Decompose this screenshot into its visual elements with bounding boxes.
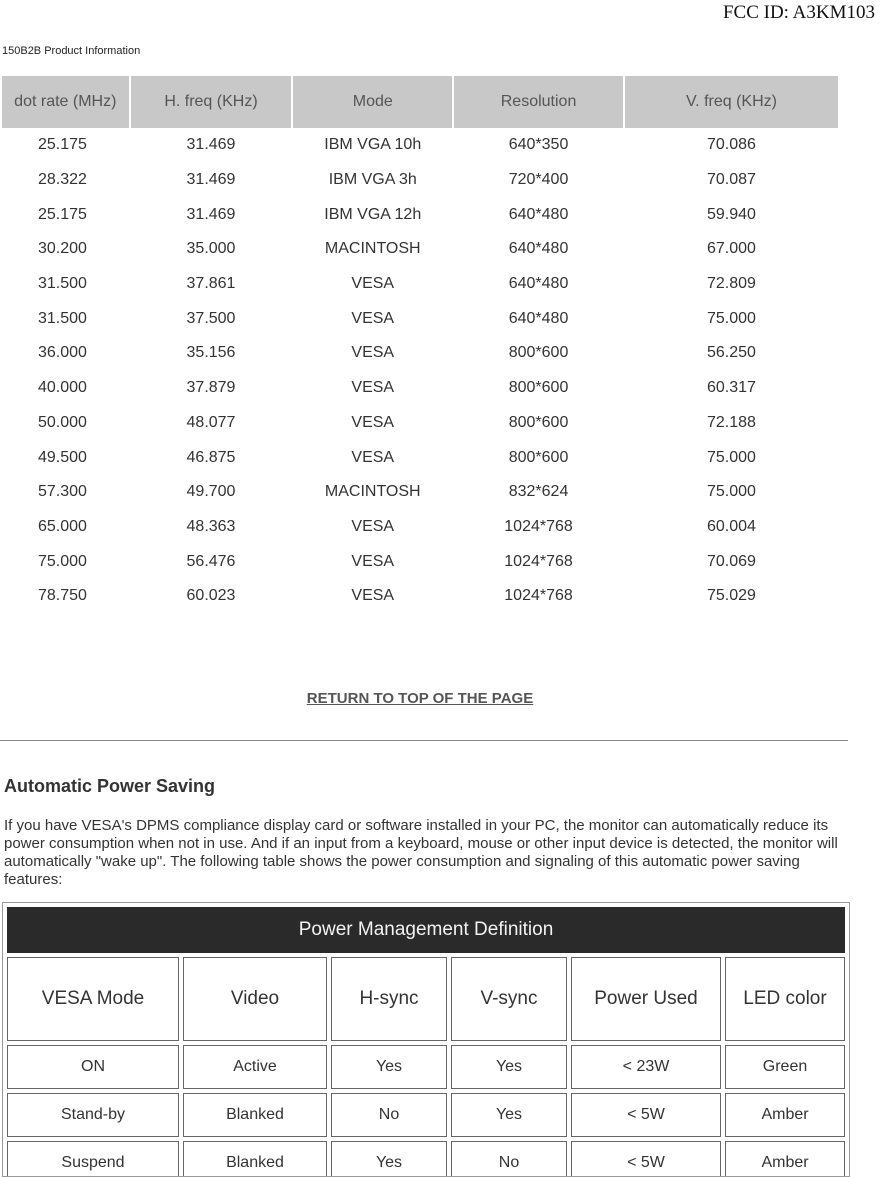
timing-cell: MACINTOSH: [324, 483, 421, 501]
return-to-top-link[interactable]: RETURN TO TOP OF THE PAGE: [306, 690, 534, 707]
power-cell: Yes: [451, 1093, 567, 1137]
power-management-table: [3, 903, 849, 1177]
timing-cell: 40.000: [38, 379, 87, 397]
timing-cell: 70.069: [707, 552, 756, 570]
power-cell: Active: [183, 1045, 327, 1089]
power-cell: Stand-by: [7, 1093, 179, 1137]
timing-cell: 37.500: [186, 309, 236, 327]
timing-cell: 35.156: [186, 344, 236, 362]
timing-row: [2, 371, 838, 406]
power-row-standby: [7, 1093, 845, 1137]
timing-cell: 832*624: [508, 483, 569, 501]
power-header-row: [7, 957, 845, 1041]
power-col-h-sync: H-sync: [331, 957, 447, 1041]
power-cell: Green: [725, 1045, 845, 1089]
timing-cell: 35.000: [186, 240, 236, 258]
timing-cell: 72.188: [707, 413, 756, 431]
timing-row: [2, 163, 838, 198]
timing-cell: 60.317: [707, 379, 756, 397]
power-cell: Yes: [451, 1045, 567, 1089]
timing-cell: VESA: [351, 309, 395, 327]
power-saving-description: If you have VESA's DPMS compliance display card or software installed in your PC, the monitor can automatically reduce its power consumption when not in use. And if an input from a keyboard, mouse or other input device is detected, the monitor will automatically "wake up". The following table shows the power consumption and signaling of this automatic power saving features:: [4, 817, 838, 888]
timing-row: [2, 440, 838, 475]
timing-cell: 1024*768: [504, 587, 573, 605]
timing-cell: 37.861: [186, 275, 236, 293]
power-cell: < 5W: [571, 1093, 721, 1137]
timing-cell: 78.750: [38, 587, 87, 605]
timing-cell: 48.363: [186, 517, 236, 535]
timing-cell: 60.004: [707, 517, 756, 535]
power-cell: Amber: [725, 1093, 845, 1137]
timing-cell: 30.200: [38, 240, 87, 258]
power-cell: Yes: [331, 1045, 447, 1089]
power-management-table-frame: [2, 902, 850, 1177]
timing-cell: 75.000: [38, 552, 87, 570]
timing-cell: 48.077: [186, 413, 236, 431]
power-cell: < 5W: [571, 1141, 721, 1177]
timing-cell: VESA: [351, 552, 395, 570]
section-divider: [0, 740, 848, 741]
timing-row: [2, 579, 838, 614]
power-col-power-used: Power Used: [571, 957, 721, 1041]
section-title: Automatic Power Saving: [4, 776, 216, 796]
timing-cell: 1024*768: [504, 552, 573, 570]
timing-cell: 31.469: [186, 205, 236, 223]
timing-cell: VESA: [351, 379, 395, 397]
timing-cell: 800*600: [508, 344, 569, 362]
timing-cell: VESA: [351, 448, 395, 466]
timing-table: [0, 76, 840, 614]
col-header-mode: Mode: [293, 76, 452, 128]
power-cell: No: [451, 1141, 567, 1177]
timing-cell: VESA: [351, 517, 395, 535]
col-header-v-freq: V. freq (KHz): [625, 76, 838, 128]
fcc-id: FCC ID: A3KM103: [722, 2, 875, 23]
timing-header-row: [2, 76, 838, 128]
power-cell: No: [331, 1093, 447, 1137]
power-col-video: Video: [183, 957, 327, 1041]
timing-cell: 60.023: [186, 587, 236, 605]
timing-cell: 75.000: [707, 309, 756, 327]
timing-cell: 46.875: [186, 448, 236, 466]
timing-cell: 57.300: [38, 483, 87, 501]
power-cell: ON: [7, 1045, 179, 1089]
timing-row: [2, 301, 838, 336]
timing-cell: 56.250: [707, 344, 756, 362]
timing-cell: VESA: [351, 413, 395, 431]
power-row-on: [7, 1045, 845, 1089]
timing-cell: 70.087: [707, 171, 756, 189]
timing-cell: 49.500: [38, 448, 87, 466]
timing-cell: MACINTOSH: [324, 240, 421, 258]
timing-cell: 640*480: [508, 240, 569, 258]
power-cell: Amber: [725, 1141, 845, 1177]
col-header-dot-rate: dot rate (MHz): [2, 76, 129, 128]
timing-row: [2, 128, 838, 163]
power-cell: Blanked: [183, 1141, 327, 1177]
timing-cell: 31.500: [38, 309, 87, 327]
power-table-title: Power Management Definition: [7, 907, 845, 953]
timing-cell: 36.000: [38, 344, 87, 362]
timing-cell: 640*480: [508, 205, 569, 223]
timing-cell: 31.469: [186, 136, 236, 154]
timing-cell: 72.809: [707, 275, 756, 293]
timing-cell: IBM VGA 10h: [324, 136, 422, 154]
timing-cell: 25.175: [38, 205, 87, 223]
timing-cell: 1024*768: [504, 517, 573, 535]
timing-cell: 720*400: [508, 171, 569, 189]
timing-row: [2, 406, 838, 441]
power-col-vesa-mode: VESA Mode: [7, 957, 179, 1041]
timing-cell: 640*480: [508, 275, 569, 293]
timing-row: [2, 510, 838, 545]
timing-row: [2, 197, 838, 232]
timing-cell: 800*600: [508, 413, 569, 431]
timing-cell: 28.322: [38, 171, 87, 189]
timing-cell: 70.086: [707, 136, 756, 154]
product-info-label: 150B2B Product Information: [2, 45, 141, 57]
timing-cell: 31.500: [38, 275, 87, 293]
timing-cell: 640*350: [508, 136, 569, 154]
timing-cell: 800*600: [508, 448, 569, 466]
timing-cell: IBM VGA 12h: [324, 205, 422, 223]
timing-cell: 56.476: [186, 552, 236, 570]
timing-body: [2, 128, 838, 614]
timing-cell: VESA: [351, 587, 395, 605]
timing-cell: 800*600: [508, 379, 569, 397]
timing-cell: 37.879: [186, 379, 236, 397]
power-cell: Suspend: [7, 1141, 179, 1177]
timing-cell: 49.700: [186, 483, 236, 501]
timing-cell: 31.469: [186, 171, 236, 189]
timing-row: [2, 475, 838, 510]
power-col-v-sync: V-sync: [451, 957, 567, 1041]
power-cell: < 23W: [571, 1045, 721, 1089]
timing-cell: 65.000: [38, 517, 87, 535]
timing-cell: 50.000: [38, 413, 87, 431]
col-header-resolution: Resolution: [454, 76, 623, 128]
timing-cell: 75.000: [707, 483, 756, 501]
col-header-h-freq: H. freq (KHz): [131, 76, 292, 128]
timing-cell: 75.000: [707, 448, 756, 466]
power-cell: Yes: [331, 1141, 447, 1177]
timing-cell: 25.175: [38, 136, 87, 154]
timing-cell: VESA: [351, 275, 395, 293]
timing-cell: IBM VGA 3h: [328, 171, 417, 189]
timing-cell: 59.940: [707, 205, 756, 223]
power-col-led-color: LED color: [725, 957, 845, 1041]
timing-row: [2, 232, 838, 267]
timing-row: [2, 336, 838, 371]
timing-cell: 640*480: [508, 309, 569, 327]
power-cell: Blanked: [183, 1093, 327, 1137]
timing-cell: 75.029: [707, 587, 756, 605]
timing-row: [2, 267, 838, 302]
timing-cell: VESA: [351, 344, 395, 362]
power-row-suspend: [7, 1141, 845, 1177]
timing-row: [2, 544, 838, 579]
timing-cell: 67.000: [707, 240, 756, 258]
